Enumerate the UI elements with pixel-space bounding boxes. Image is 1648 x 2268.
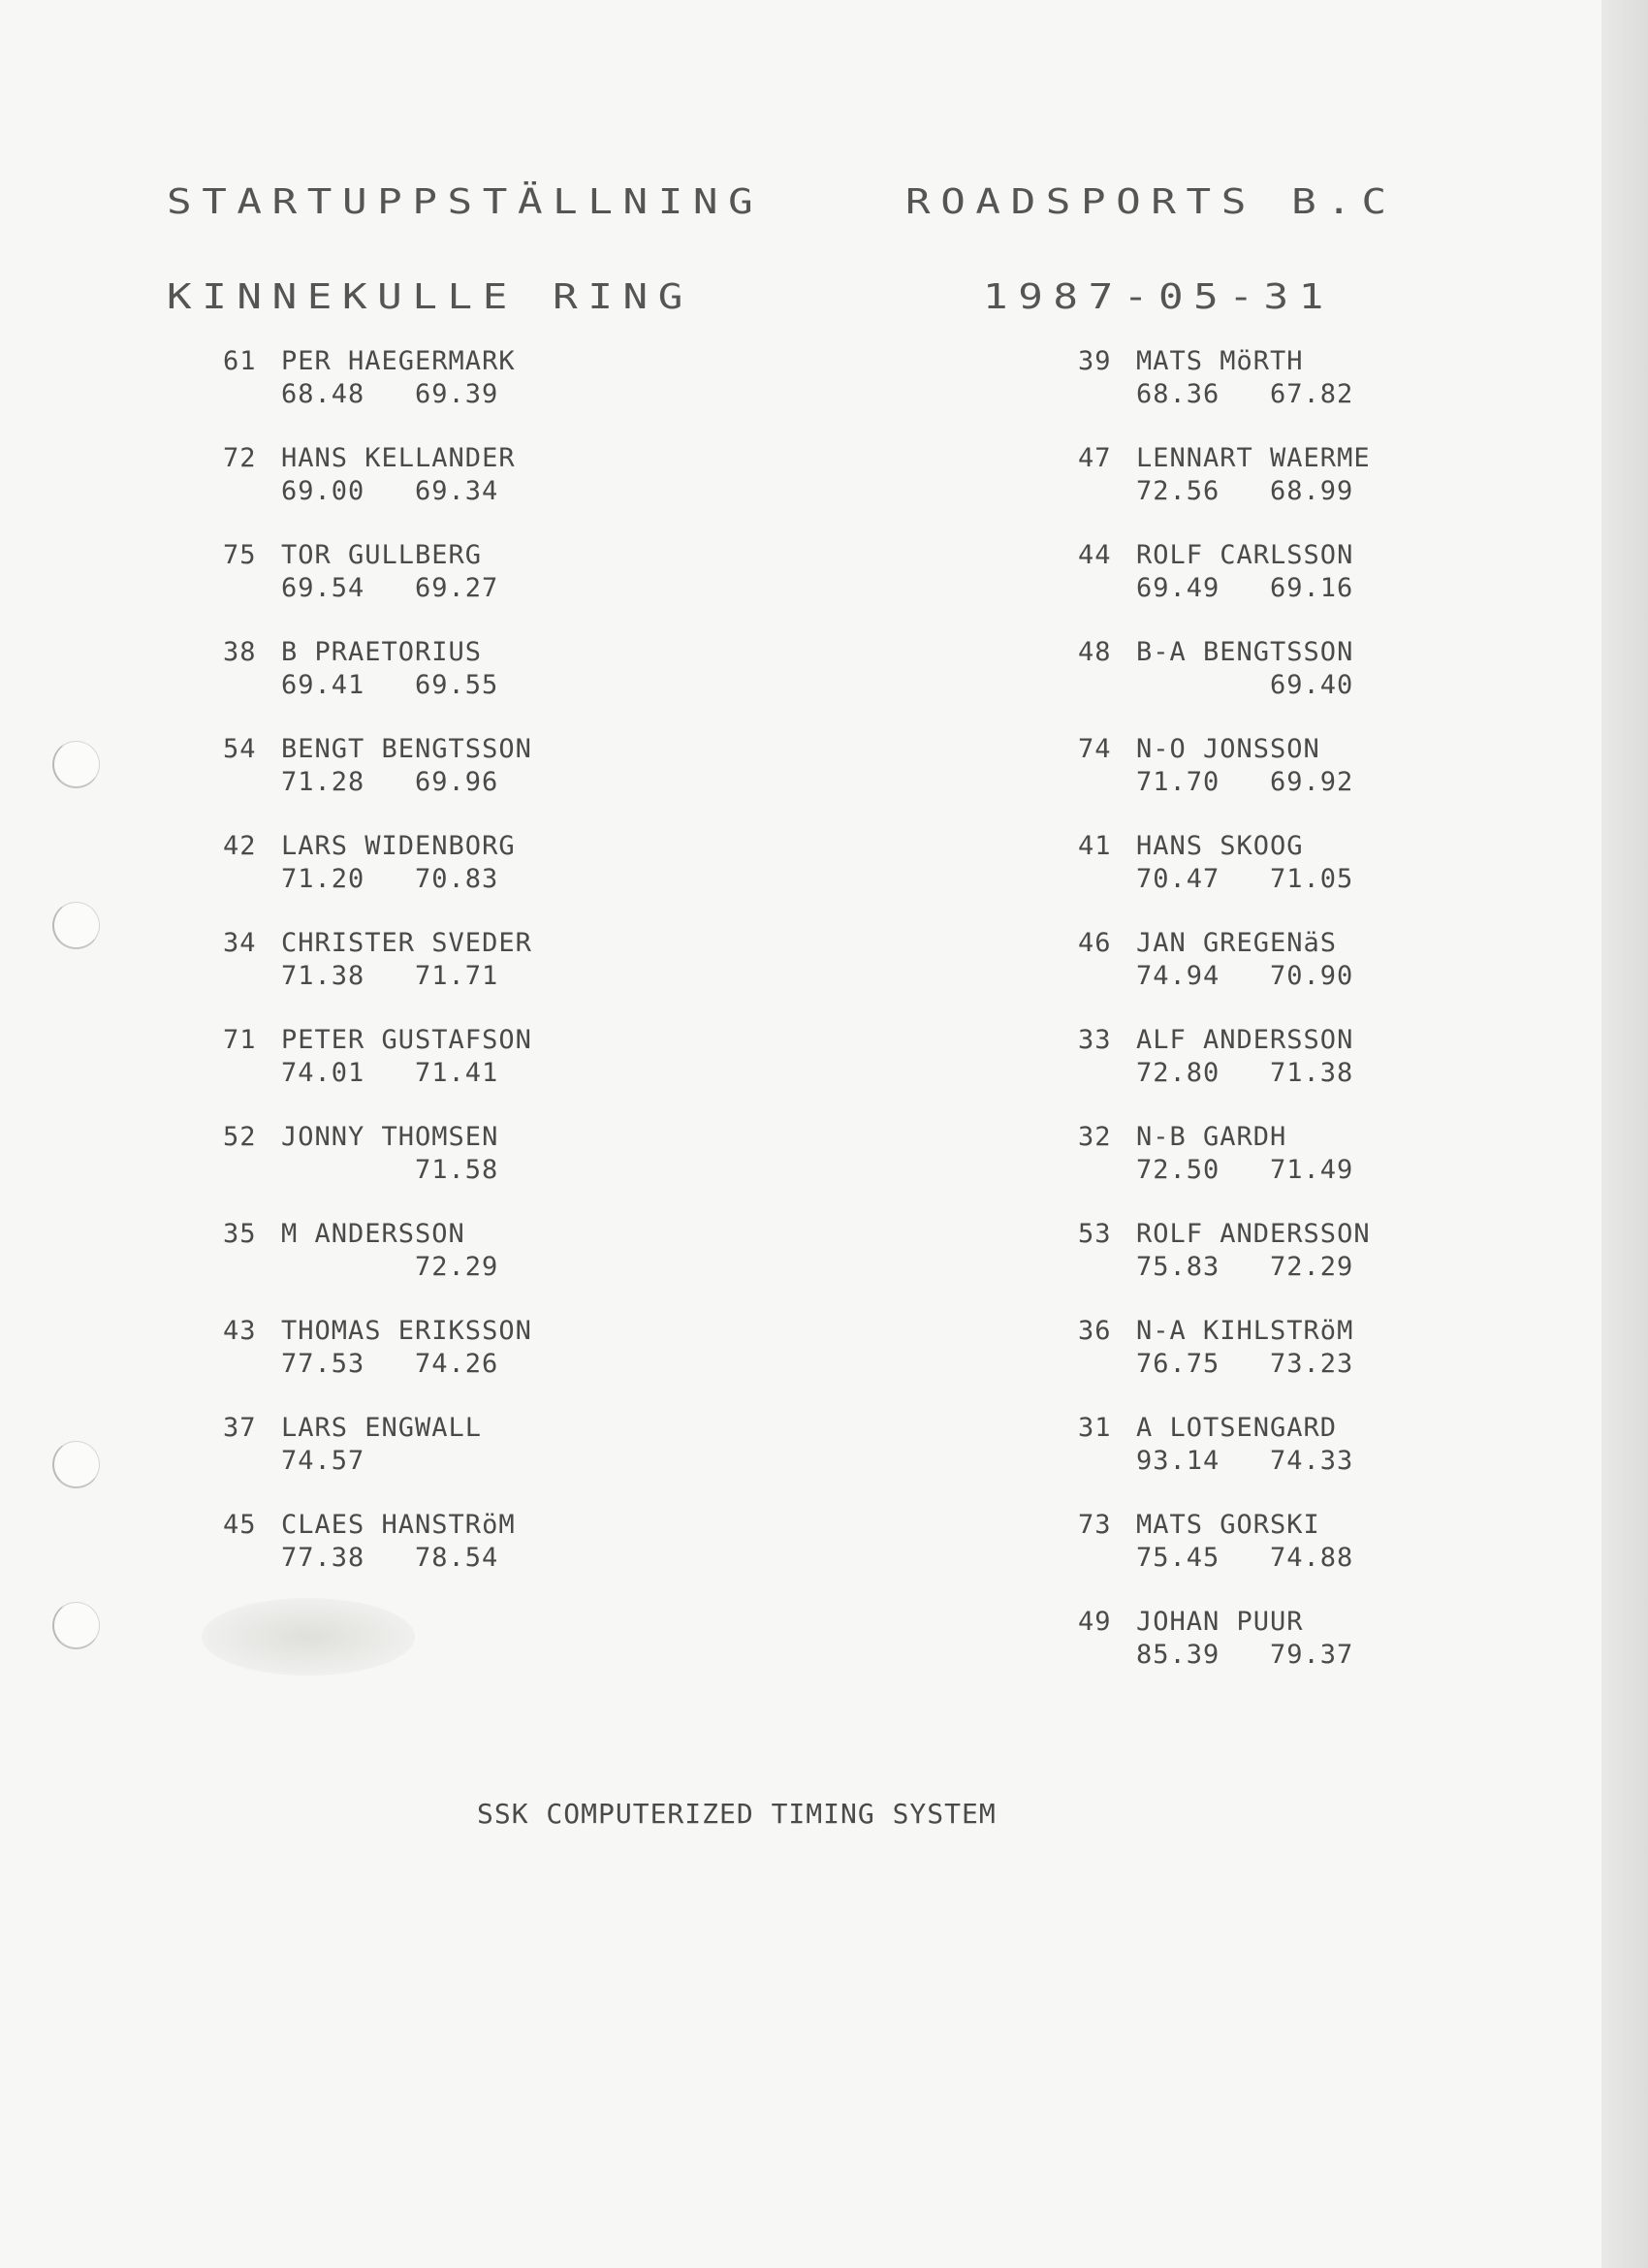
track-name: KINNEKULLE RING — [167, 277, 693, 317]
driver-line — [1078, 1218, 1371, 1251]
driver-line — [223, 636, 532, 669]
driver-entry — [1078, 539, 1371, 636]
lap-times — [1078, 378, 1371, 411]
lap-time-1: 69.00 — [281, 476, 365, 506]
lap-time-2: 67.82 — [1270, 379, 1354, 409]
driver-entry — [1078, 442, 1371, 539]
driver-entry — [1078, 1024, 1371, 1121]
lap-times — [223, 475, 532, 508]
paper-smudge — [202, 1598, 415, 1676]
driver-entry — [223, 636, 532, 733]
car-number: 61 — [223, 346, 257, 376]
lap-times — [1078, 475, 1371, 508]
driver-name: JONNY THOMSEN — [281, 1122, 499, 1152]
lap-times — [223, 669, 532, 702]
driver-name: N-A KIHLSTRöM — [1136, 1316, 1354, 1346]
lap-time-1: 75.45 — [1136, 1543, 1220, 1573]
lap-time-2: 69.40 — [1270, 670, 1354, 700]
driver-line — [1078, 1121, 1371, 1154]
lap-times — [223, 1057, 532, 1090]
driver-line — [223, 1218, 532, 1251]
car-number: 39 — [1078, 346, 1112, 376]
driver-line — [223, 1315, 532, 1348]
lap-times — [223, 1542, 532, 1575]
lap-time-2: 71.49 — [1270, 1155, 1354, 1185]
car-number: 42 — [223, 831, 257, 861]
car-number: 44 — [1078, 540, 1112, 570]
lap-times — [223, 960, 532, 993]
driver-name: MATS MöRTH — [1136, 346, 1304, 376]
lap-times — [1078, 766, 1371, 799]
lap-time-1: 77.38 — [281, 1543, 365, 1573]
car-number: 49 — [1078, 1607, 1112, 1637]
lap-time-1: 71.28 — [281, 767, 365, 797]
car-number: 75 — [223, 540, 257, 570]
driver-line — [223, 1024, 532, 1057]
driver-name: LENNART WAERME — [1136, 443, 1371, 473]
driver-line — [223, 345, 532, 378]
lap-time-1: 68.36 — [1136, 379, 1220, 409]
car-number: 35 — [223, 1219, 257, 1249]
driver-entry — [1078, 927, 1371, 1024]
lap-time-1: 71.70 — [1136, 767, 1220, 797]
lap-time-1: 74.01 — [281, 1058, 365, 1088]
lap-times — [223, 1445, 532, 1478]
lap-time-2: 69.16 — [1270, 573, 1354, 603]
lap-time-1: 69.49 — [1136, 573, 1220, 603]
lap-time-1: 71.38 — [281, 961, 365, 991]
lap-time-1: 72.56 — [1136, 476, 1220, 506]
lap-time-1: 72.50 — [1136, 1155, 1220, 1185]
document-title: STARTUPPSTÄLLNING — [167, 182, 764, 222]
lap-time-2: 69.27 — [415, 573, 499, 603]
lap-time-1: 72.80 — [1136, 1058, 1220, 1088]
driver-entry — [1078, 1509, 1371, 1606]
car-number: 36 — [1078, 1316, 1112, 1346]
car-number: 72 — [223, 443, 257, 473]
lap-times — [1078, 669, 1371, 702]
driver-line — [223, 830, 532, 863]
driver-name: LARS WIDENBORG — [281, 831, 516, 861]
car-number: 38 — [223, 637, 257, 667]
driver-name: THOMAS ERIKSSON — [281, 1316, 532, 1346]
punch-hole — [52, 1602, 100, 1649]
lap-times — [223, 1251, 532, 1284]
driver-entry — [223, 1024, 532, 1121]
lap-time-1: 85.39 — [1136, 1640, 1220, 1670]
driver-entry — [223, 927, 532, 1024]
car-number: 74 — [1078, 734, 1112, 764]
driver-line — [223, 1121, 532, 1154]
driver-entry — [1078, 1606, 1371, 1703]
lap-time-2: 69.55 — [415, 670, 499, 700]
car-number: 34 — [223, 928, 257, 958]
driver-entry — [223, 1218, 532, 1315]
driver-entry — [1078, 733, 1371, 830]
car-number: 41 — [1078, 831, 1112, 861]
driver-entry — [1078, 345, 1371, 442]
driver-name: ROLF ANDERSSON — [1136, 1219, 1371, 1249]
lap-times — [1078, 1639, 1371, 1672]
driver-line — [223, 927, 532, 960]
car-number: 45 — [223, 1510, 257, 1540]
driver-entry — [223, 1315, 532, 1412]
left-start-list — [223, 345, 532, 1606]
driver-entry — [1078, 1412, 1371, 1509]
driver-line — [1078, 442, 1371, 475]
lap-times — [223, 766, 532, 799]
lap-times — [1078, 1057, 1371, 1090]
driver-name: HANS SKOOG — [1136, 831, 1304, 861]
driver-entry — [1078, 830, 1371, 927]
lap-time-2: 70.90 — [1270, 961, 1354, 991]
driver-line — [1078, 733, 1371, 766]
lap-time-2: 68.99 — [1270, 476, 1354, 506]
punch-hole — [52, 1441, 100, 1488]
lap-time-2: 71.58 — [415, 1155, 499, 1185]
car-number: 71 — [223, 1025, 257, 1055]
lap-time-2: 71.41 — [415, 1058, 499, 1088]
driver-entry — [223, 733, 532, 830]
driver-line — [223, 1412, 532, 1445]
lap-time-1: 76.75 — [1136, 1349, 1220, 1379]
driver-entry — [223, 345, 532, 442]
lap-time-1: 69.54 — [281, 573, 365, 603]
driver-entry — [223, 1412, 532, 1509]
driver-entry — [223, 1509, 532, 1606]
driver-entry — [223, 539, 532, 636]
driver-name: CLAES HANSTRöM — [281, 1510, 516, 1540]
driver-name: PETER GUSTAFSON — [281, 1025, 532, 1055]
lap-time-1: 68.48 — [281, 379, 365, 409]
car-number: 48 — [1078, 637, 1112, 667]
driver-name: B-A BENGTSSON — [1136, 637, 1354, 667]
car-number: 37 — [223, 1413, 257, 1443]
lap-time-2: 74.26 — [415, 1349, 499, 1379]
driver-line — [223, 1509, 532, 1542]
car-number: 52 — [223, 1122, 257, 1152]
lap-times — [1078, 1154, 1371, 1187]
lap-time-2: 70.83 — [415, 864, 499, 894]
driver-entry — [1078, 1218, 1371, 1315]
driver-entry — [223, 830, 532, 927]
driver-line — [1078, 636, 1371, 669]
lap-time-1: 71.20 — [281, 864, 365, 894]
driver-name: TOR GULLBERG — [281, 540, 483, 570]
lap-time-2: 79.37 — [1270, 1640, 1354, 1670]
driver-line — [1078, 1412, 1371, 1445]
driver-name: CHRISTER SVEDER — [281, 928, 532, 958]
lap-times — [1078, 863, 1371, 896]
car-number: 31 — [1078, 1413, 1112, 1443]
lap-time-2: 69.96 — [415, 767, 499, 797]
driver-name: JAN GREGENäS — [1136, 928, 1338, 958]
driver-line — [1078, 1024, 1371, 1057]
driver-line — [223, 539, 532, 572]
driver-entry — [1078, 1121, 1371, 1218]
car-number: 43 — [223, 1316, 257, 1346]
driver-line — [1078, 539, 1371, 572]
car-number: 54 — [223, 734, 257, 764]
driver-entry — [223, 1121, 532, 1218]
driver-line — [1078, 345, 1371, 378]
lap-time-2: 72.29 — [415, 1252, 499, 1282]
lap-times — [223, 378, 532, 411]
lap-times — [1078, 960, 1371, 993]
lap-time-1: 74.57 — [281, 1446, 365, 1476]
event-date: 1987-05-31 — [983, 277, 1334, 317]
organizer-name: ROADSPORTS B.C — [905, 182, 1397, 222]
driver-name: BENGT BENGTSSON — [281, 734, 532, 764]
lap-time-1: 75.83 — [1136, 1252, 1220, 1282]
driver-line — [223, 733, 532, 766]
lap-time-2: 74.88 — [1270, 1543, 1354, 1573]
driver-line — [1078, 1509, 1371, 1542]
driver-name: JOHAN PUUR — [1136, 1607, 1304, 1637]
driver-line — [1078, 830, 1371, 863]
footer-text: SSK COMPUTERIZED TIMING SYSTEM — [477, 1798, 997, 1830]
driver-name: ROLF CARLSSON — [1136, 540, 1354, 570]
car-number: 73 — [1078, 1510, 1112, 1540]
lap-times — [223, 1154, 532, 1187]
lap-time-1: 70.47 — [1136, 864, 1220, 894]
lap-time-1: 93.14 — [1136, 1446, 1220, 1476]
lap-times — [1078, 1542, 1371, 1575]
lap-time-2: 74.33 — [1270, 1446, 1354, 1476]
driver-entry — [223, 442, 532, 539]
lap-time-1: 77.53 — [281, 1349, 365, 1379]
right-start-list — [1078, 345, 1371, 1703]
punch-hole — [52, 902, 100, 949]
driver-name: A LOTSENGARD — [1136, 1413, 1338, 1443]
car-number: 53 — [1078, 1219, 1112, 1249]
car-number: 33 — [1078, 1025, 1112, 1055]
driver-entry — [1078, 636, 1371, 733]
lap-time-1: 74.94 — [1136, 961, 1220, 991]
driver-line — [223, 442, 532, 475]
lap-time-2: 71.71 — [415, 961, 499, 991]
driver-line — [1078, 1606, 1371, 1639]
lap-time-2: 69.34 — [415, 476, 499, 506]
punch-hole — [52, 741, 100, 788]
lap-time-2: 69.39 — [415, 379, 499, 409]
lap-times — [223, 572, 532, 605]
page-edge — [1601, 0, 1648, 2268]
lap-time-2: 72.29 — [1270, 1252, 1354, 1282]
lap-time-2: 73.23 — [1270, 1349, 1354, 1379]
driver-line — [1078, 927, 1371, 960]
driver-name: ALF ANDERSSON — [1136, 1025, 1354, 1055]
lap-time-2: 69.92 — [1270, 767, 1354, 797]
driver-entry — [1078, 1315, 1371, 1412]
car-number: 47 — [1078, 443, 1112, 473]
driver-name: N-B GARDH — [1136, 1122, 1287, 1152]
car-number: 32 — [1078, 1122, 1112, 1152]
driver-line — [1078, 1315, 1371, 1348]
driver-name: MATS GORSKI — [1136, 1510, 1320, 1540]
lap-times — [1078, 572, 1371, 605]
driver-name: B PRAETORIUS — [281, 637, 483, 667]
lap-time-2: 78.54 — [415, 1543, 499, 1573]
driver-name: HANS KELLANDER — [281, 443, 516, 473]
lap-times — [1078, 1251, 1371, 1284]
lap-times — [223, 863, 532, 896]
lap-times — [223, 1348, 532, 1381]
driver-name: PER HAEGERMARK — [281, 346, 516, 376]
lap-times — [1078, 1445, 1371, 1478]
lap-time-2: 71.38 — [1270, 1058, 1354, 1088]
driver-name: M ANDERSSON — [281, 1219, 465, 1249]
lap-times — [1078, 1348, 1371, 1381]
driver-name: N-O JONSSON — [1136, 734, 1320, 764]
car-number: 46 — [1078, 928, 1112, 958]
lap-time-1: 69.41 — [281, 670, 365, 700]
driver-name: LARS ENGWALL — [281, 1413, 483, 1443]
lap-time-2: 71.05 — [1270, 864, 1354, 894]
